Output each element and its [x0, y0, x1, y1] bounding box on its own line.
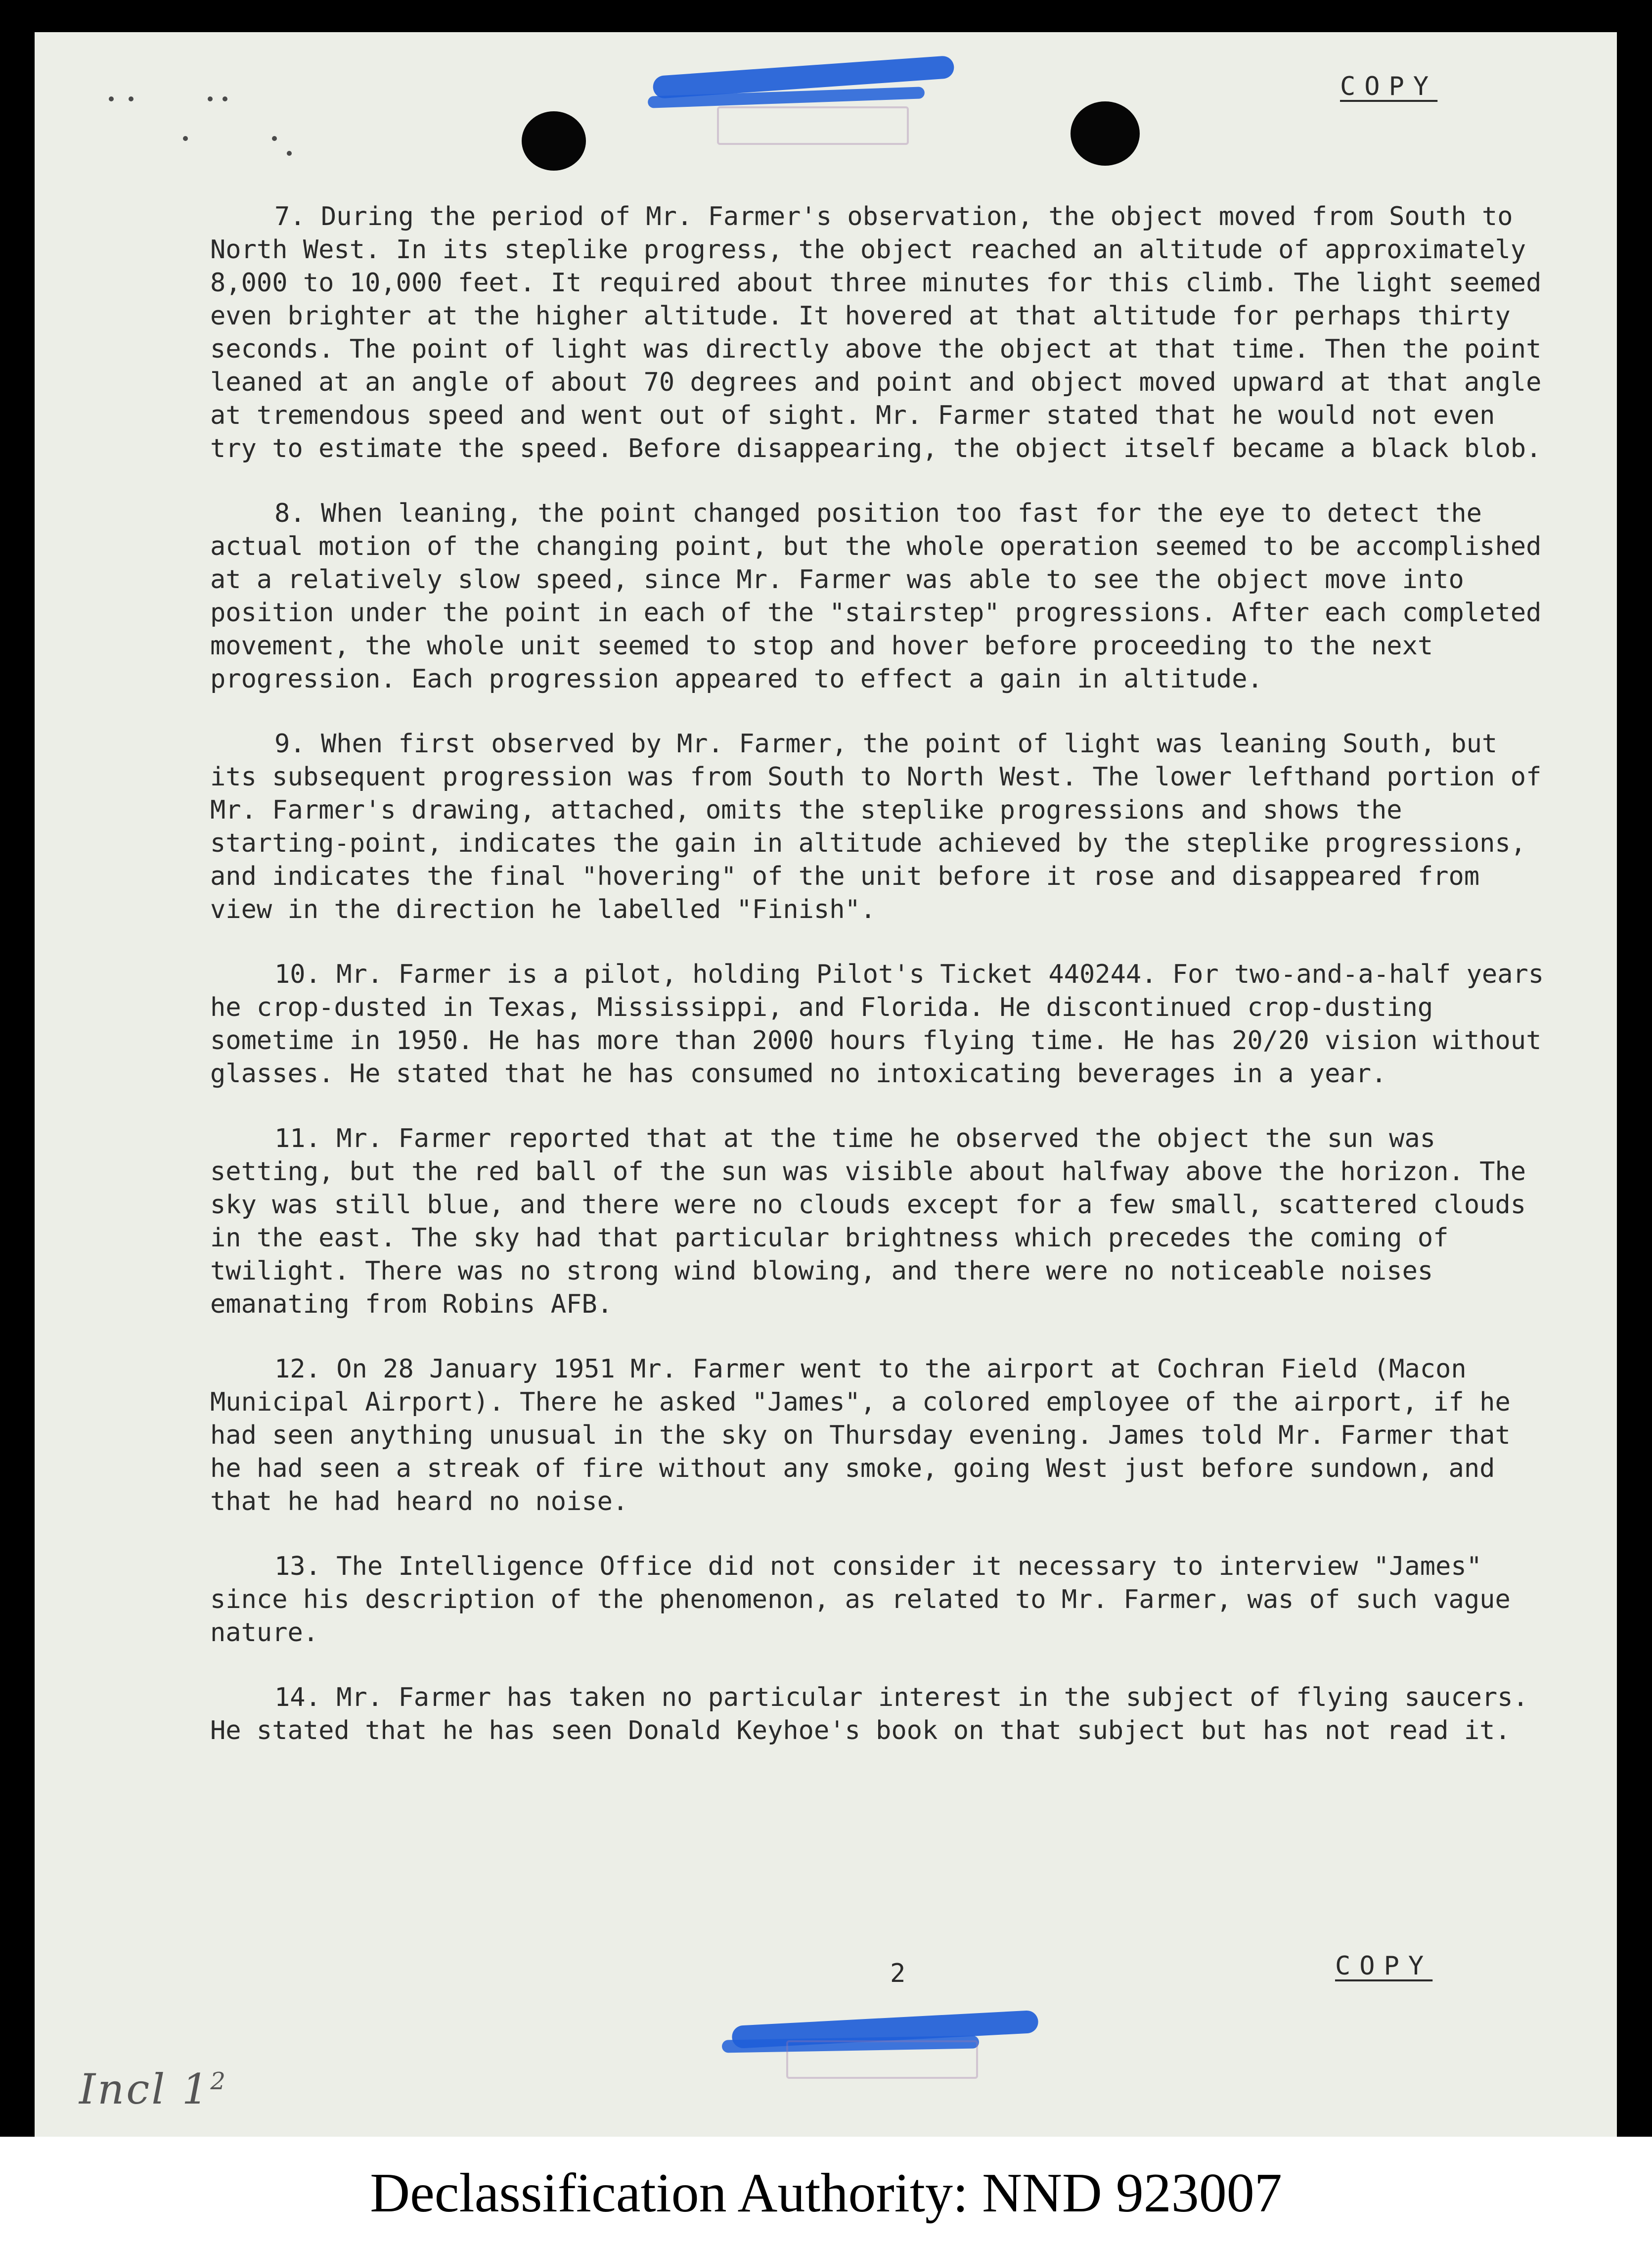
paragraph-text: During the period of Mr. Farmer's observation, the object moved from South to North West. In its steplike progress, the object reached an altitude of approximately 8,000 to 10,000 feet. It required about three minutes for this climb. The light seemed even brighter at the higher altitude. It hovered at that altitude for perhaps thirty seconds. The point of light was directly above the object at that time. Then the point leaned at an angle of about 70 degrees and point and object moved upward at that angle at tremendous speed and went out of sight. Mr. Farmer stated that he would not even try to estimate the speed. Before disappearing, the object itself became a black blob. — [210, 202, 1542, 463]
handwritten-superscript: 2 — [210, 2067, 227, 2095]
paragraph-10 — [210, 958, 1545, 1091]
paragraph-text: The Intelligence Office did not consider it necessary to interview "James" since his description of the phenomenon, as related to Mr. Farmer, was of such vague nature. — [210, 1552, 1511, 1648]
paragraph-number: 14. — [274, 1683, 321, 1712]
paragraph-9 — [210, 728, 1545, 926]
paragraph-14 — [210, 1681, 1545, 1747]
paragraph-text: When leaning, the point changed position too fast for the eye to detect the actual motion of the changing point, but the whole operation seemed to be accomplished at a relatively slow speed, since Mr. Farmer was able to see the object move into position under the point in each of the "stairstep" progressions. After each completed movement, the whole unit seemed to stop and hover before proceeding to the next progression. Each progression appeared to effect a gain in altitude. — [210, 499, 1542, 694]
faint-classification-stamp-bottom — [786, 2040, 978, 2079]
paragraph-12 — [210, 1353, 1545, 1518]
paragraph-number: 12. — [274, 1354, 321, 1384]
paragraph-number: 9. — [274, 729, 306, 759]
handwritten-note — [79, 2065, 227, 2113]
paragraph-text: When first observed by Mr. Farmer, the point of light was leaning South, but its subsequent progression was from South to North West. The lower lefthand portion of Mr. Farmer's drawing, attached, omits the steplike progressions and shows the starting-point, indicates the gain in altitude achieved by the steplike progressions, and indicates the final "hovering" of the unit before it rose and disappeared from view in the direction he labelled "Finish". — [210, 729, 1542, 924]
declassification-authority: Declassification Authority: NND 923007 — [370, 2162, 1282, 2224]
paragraph-number: 7. — [274, 202, 306, 231]
faint-classification-stamp-top — [717, 106, 909, 145]
paragraph-text: Mr. Farmer has taken no particular interest in the subject of flying saucers. He stated that he has seen Donald Keyhoe's book on that subject but has not read it. — [210, 1683, 1528, 1745]
footer-bar — [0, 2137, 1652, 2248]
copy-label-bottom: COPY — [1335, 1951, 1433, 1981]
page-number: 2 — [890, 1959, 906, 1988]
punch-hole-left — [522, 111, 586, 171]
paragraph-text: Mr. Farmer is a pilot, holding Pilot's Ticket 440244. For two-and-a-half years he crop-dusted in Texas, Mississippi, and Florida. He discontinued crop-dusting sometime in 1950. He has more than 2000 hours flying time. He has 20/20 vision without glasses. He stated that he has consumed no intoxicating beverages in a year. — [210, 960, 1544, 1089]
paragraph-11 — [210, 1122, 1545, 1321]
paragraph-number: 8. — [274, 499, 306, 528]
document-paper — [35, 32, 1617, 2137]
paragraph-number: 13. — [274, 1552, 321, 1581]
paragraph-number: 11. — [274, 1124, 321, 1153]
document-body — [210, 200, 1545, 1779]
paragraph-text: On 28 January 1951 Mr. Farmer went to the airport at Cochran Field (Macon Municipal Airport). There he asked "James", a colored employee of the airport, if he had seen anything unusual in the sky on Thursday evening. James told Mr. Farmer that he had seen a streak of fire without any smoke, going West just before sundown, and that he had heard no noise. — [210, 1354, 1511, 1516]
paragraph-number: 10. — [274, 960, 321, 989]
handwritten-text: Incl 1 — [79, 2065, 211, 2113]
paragraph-13 — [210, 1550, 1545, 1650]
punch-hole-right — [1071, 101, 1140, 166]
copy-label-top: COPY — [1340, 72, 1438, 101]
paragraph-7 — [210, 200, 1545, 465]
paper-specks — [74, 62, 331, 161]
paragraph-text: Mr. Farmer reported that at the time he observed the object the sun was setting, but the red ball of the sun was visible about halfway above the horizon. The sky was still blue, and there were no clouds except for a few small, scattered clouds in the east. The sky had that particular brightness which precedes the coming of twilight. There was no strong wind blowing, and there were no noticeable noises emanating from Robins AFB. — [210, 1124, 1526, 1319]
paragraph-8 — [210, 497, 1545, 696]
